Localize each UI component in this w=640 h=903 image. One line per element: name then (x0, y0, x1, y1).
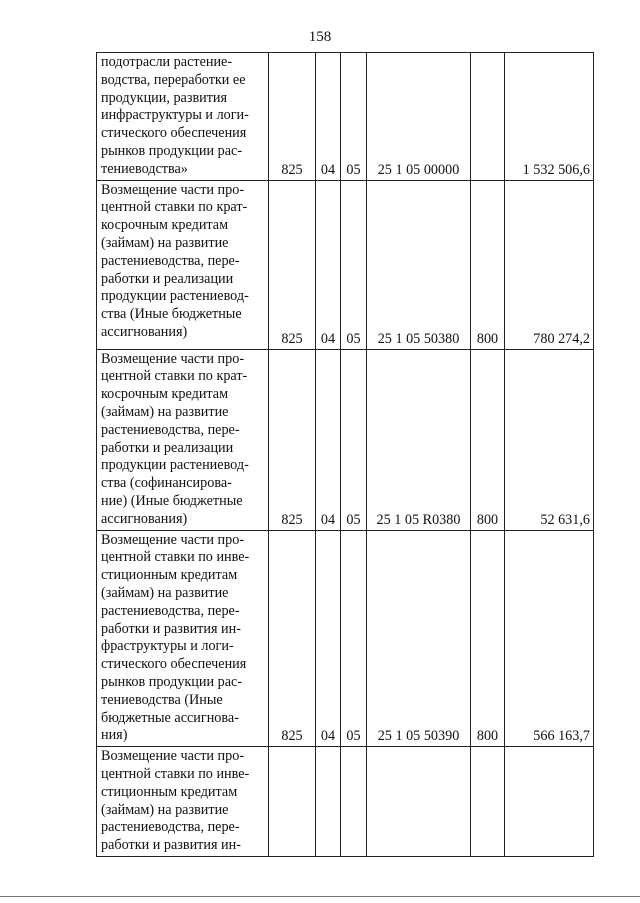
description-line: продукции, развития (101, 89, 228, 106)
expense-type-cell: 800 (471, 530, 505, 747)
row-description (97, 180, 269, 349)
subsection-code-cell: 05 (341, 530, 367, 747)
description-line: работки и развития ин- (101, 837, 241, 854)
admin-code-cell: 825 (269, 530, 316, 747)
target-article-cell: 25 1 05 50380 (367, 180, 471, 349)
description-line: ассигнования) (101, 510, 188, 527)
row-description (97, 349, 269, 530)
description-line: бюджетные ассигнова- (101, 709, 239, 726)
description-line: работки и реализации (101, 439, 234, 456)
description-line: ния) (101, 727, 128, 744)
description-line: подотрасли растение- (101, 54, 233, 70)
description-line: работки и развития ин- (101, 620, 241, 637)
description-line: Возмещение части про- (101, 531, 245, 548)
amount-cell: 780 274,2 (505, 180, 594, 349)
description-line: (займам) на развитие (101, 234, 229, 251)
table-row (97, 747, 594, 857)
description-line: стиционным кредитам (101, 567, 238, 584)
description-line: инфраструктуры и логи- (101, 107, 249, 124)
description-line: центной ставки по крат- (101, 199, 248, 216)
admin-code-cell (269, 747, 316, 857)
table-row (97, 530, 594, 747)
description-line: растениеводства, пере- (101, 252, 240, 269)
target-article-cell: 25 1 05 50390 (367, 530, 471, 747)
description-line: ассигнования) (101, 323, 188, 340)
description-line: центной ставки по крат- (101, 368, 248, 385)
description-line: косрочным кредитам (101, 386, 229, 403)
description-line: Возмещение части про- (101, 350, 245, 367)
description-line: тениеводства» (101, 160, 188, 177)
page-number: 158 (308, 29, 332, 45)
amount-cell (505, 747, 594, 857)
description-line: Возмещение части про- (101, 181, 245, 198)
subsection-code-cell: 05 (341, 180, 367, 349)
amount-cell: 52 631,6 (505, 349, 594, 530)
description-line: косрочным кредитам (101, 217, 229, 234)
description-line: водства, переработки ее (101, 71, 246, 88)
admin-code-cell: 825 (269, 349, 316, 530)
table-row (97, 349, 594, 530)
section-code-cell (316, 747, 341, 857)
amount-cell: 566 163,7 (505, 530, 594, 747)
description-line: стического обеспечения (101, 656, 247, 673)
description-line: (займам) на развитие (101, 403, 229, 420)
admin-code-cell: 825 (269, 53, 316, 181)
expense-type-cell: 800 (471, 180, 505, 349)
target-article-cell: 25 1 05 R0380 (367, 349, 471, 530)
description-line: (займам) на развитие (101, 801, 229, 818)
description-line: растениеводства, пере- (101, 421, 240, 438)
description-line: центной ставки по инве- (101, 765, 250, 782)
description-line: фраструктуры и логи- (101, 638, 234, 655)
description-line: растениеводства, пере- (101, 602, 240, 619)
target-article-cell: 25 1 05 00000 (367, 53, 471, 181)
expense-type-cell (471, 747, 505, 857)
expense-type-cell: 800 (471, 349, 505, 530)
description-line: ние) (Иные бюджетные (101, 492, 243, 509)
admin-code-cell: 825 (269, 180, 316, 349)
subsection-code-cell (341, 747, 367, 857)
section-code-cell: 04 (316, 530, 341, 747)
description-line: центной ставки по инве- (101, 549, 250, 566)
description-line: ства (софинансирова- (101, 475, 232, 492)
description-line: (займам) на развитие (101, 584, 229, 601)
description-line: тениеводства (Иные (101, 691, 223, 708)
description-line: работки и реализации (101, 270, 234, 287)
section-code-cell: 04 (316, 53, 341, 181)
description-line: рынков продукции рас- (101, 673, 243, 690)
section-code-cell: 04 (316, 349, 341, 530)
budget-table-body (97, 53, 594, 857)
description-line: стиционным кредитам (101, 783, 238, 800)
description-line: рынков продукции рас- (101, 142, 243, 159)
section-code-cell: 04 (316, 180, 341, 349)
row-description (97, 53, 269, 181)
description-line: ства (Иные бюджетные (101, 306, 242, 323)
subsection-code-cell: 05 (341, 349, 367, 530)
description-line: продукции растениевод- (101, 457, 249, 474)
description-line: стического обеспечения (101, 125, 247, 142)
expense-type-cell (471, 53, 505, 181)
description-line: продукции растениевод- (101, 288, 249, 305)
table-row (97, 53, 594, 181)
budget-table (96, 52, 594, 857)
table-row (97, 180, 594, 349)
amount-cell: 1 532 506,6 (505, 53, 594, 181)
description-line: Возмещение части про- (101, 748, 245, 765)
row-description (97, 747, 269, 857)
description-line: растениеводства, пере- (101, 819, 240, 836)
row-description (97, 530, 269, 747)
target-article-cell (367, 747, 471, 857)
subsection-code-cell: 05 (341, 53, 367, 181)
page-bottom-rule (0, 896, 640, 897)
